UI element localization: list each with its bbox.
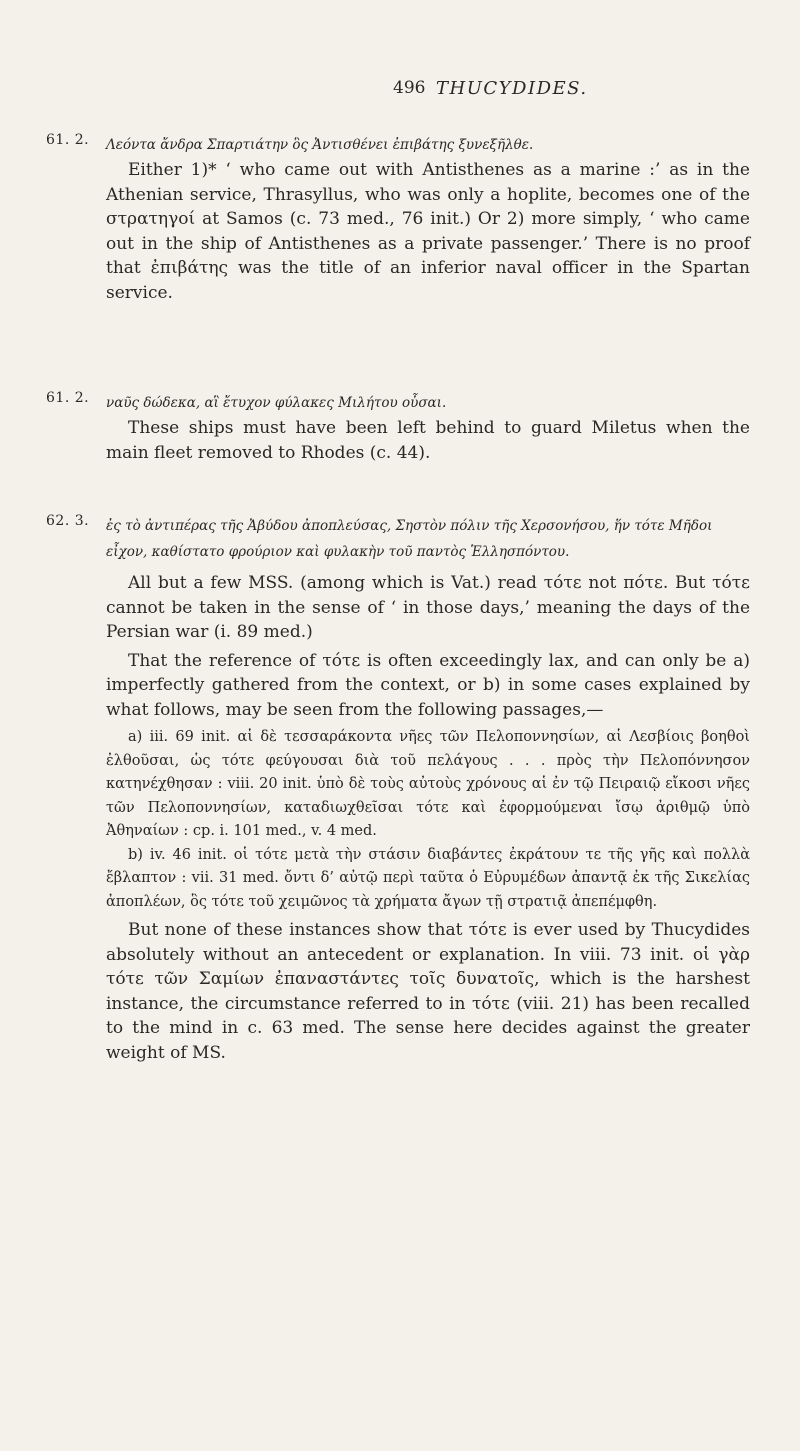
commentary-paragraph: Either 1)* ‘ who came out with Antisthenes as a marine :’ as in the Athenian service, Thrasyllus, who was only a hoplite, becomes one of the στρατηγοί at Samos (c. 73 med., 76 init.) Or 2) more simply, ‘ who came out in the ship of Antisthenes as a private passenger.’ There is no proof that ἐπιβάτης was the title of an inferior naval officer in the Spartan service.	[106, 160, 750, 303]
chapter-reference: 61. 2.	[46, 390, 90, 406]
closing-paragraph: But none of these instances show that τότε is ever used by Thucydides absolutely without an antecedent or explanation. In viii. 73 init. οἱ γὰρ τότε τῶν Σαμίων ἐπαναστάντες τοῖς δυνατοῖς, which is the harshest instance, the circumstance referred to in τότε (viii. 21) has been recalled to the mind in c. 63 med. The sense here decides against the greater weight of MS.	[106, 920, 750, 1063]
commentary-paragraph: That the reference of τότε is often exceedingly lax, and can only be a) imperfectly gathered from the context, or b) in some cases explained by what follows, may be seen from the following passages,—	[106, 650, 750, 720]
commentary-paragraph: These ships must have been left behind to guard Miletus when the main fleet removed to Rhodes (c. 44).	[106, 418, 750, 463]
greek-lemma: Λεόντα ἄνδρα Σπαρτιάτην ὃς Ἀντισθένει ἐπιβάτης ξυνεξῆλθε.	[106, 137, 534, 153]
greek-lemma: ἐς τὸ ἀντιπέρας τῆς Ἀβύδου ἀποπλεύσας, Σηστὸν πόλιν τῆς Χερσονήσου, ἥν τότε Μῆδοι εἶχον, καθίστατο φρούριον καὶ φυλακὴν τοῦ παντὸς Ἑλλησπόντου.	[106, 518, 713, 560]
chapter-reference: 61. 2.	[46, 132, 90, 148]
commentary-paragraph: All but a few MSS. (among which is Vat.) read τότε not πότε. But τότε cannot be taken in the sense of ‘ in those days,’ meaning the days of the Persian war (i. 89 med.)	[106, 573, 750, 642]
citation-b: b) iv. 46 init. οἱ τότε μετὰ τὴν στάσιν διαβάντες ἐκράτουν τε τῆς γῆς καὶ πολλὰ ἔβλαπτον : vii. 31 med. ὄντι δ’ αὐτῷ περὶ ταῦτα ὁ Εὐρυμέδων ἀπαντᾷ ἐκ τῆς Σικελίας ἀποπλέων, ὃς τότε τοῦ χειμῶνος τὰ χρήματα ἄγων τῇ στρατιᾷ ἀπεπέμφθη.	[106, 846, 750, 910]
citation-a: a) iii. 69 init. αἱ δὲ τεσσαράκοντα νῆες τῶν Πελοποννησίων, αἱ Λεσβίοις βοηθοὶ ἐλθοῦσαι, ὡς τότε φεύγουσαι διὰ τοῦ πελάγους . . . πρὸς τὴν Πελοπόννησον κατηνέχθησαν : viii. 20 init. ὑπὸ δὲ τοὺς αὐτοὺς χρόνους αἱ ἐν τῷ Πειραιῷ εἴκοσι νῆες τῶν Πελοποννησίων, καταδιωχθεῖσαι τότε καὶ ἐφορμούμεναι ἴσῳ ἀριθμῷ ὑπὸ Ἀθηναίων : cp. i. 101 med., v. 4 med.	[106, 729, 750, 839]
running-head: THUCYDIDES.	[436, 78, 588, 99]
page-header	[0, 78, 800, 108]
chapter-reference: 62. 3.	[46, 513, 90, 529]
page-number: 496	[393, 78, 426, 98]
greek-lemma: ναῦς δώδεκα, αἳ ἔτυχον φύλακες Μιλήτου οὖσαι.	[106, 395, 447, 411]
